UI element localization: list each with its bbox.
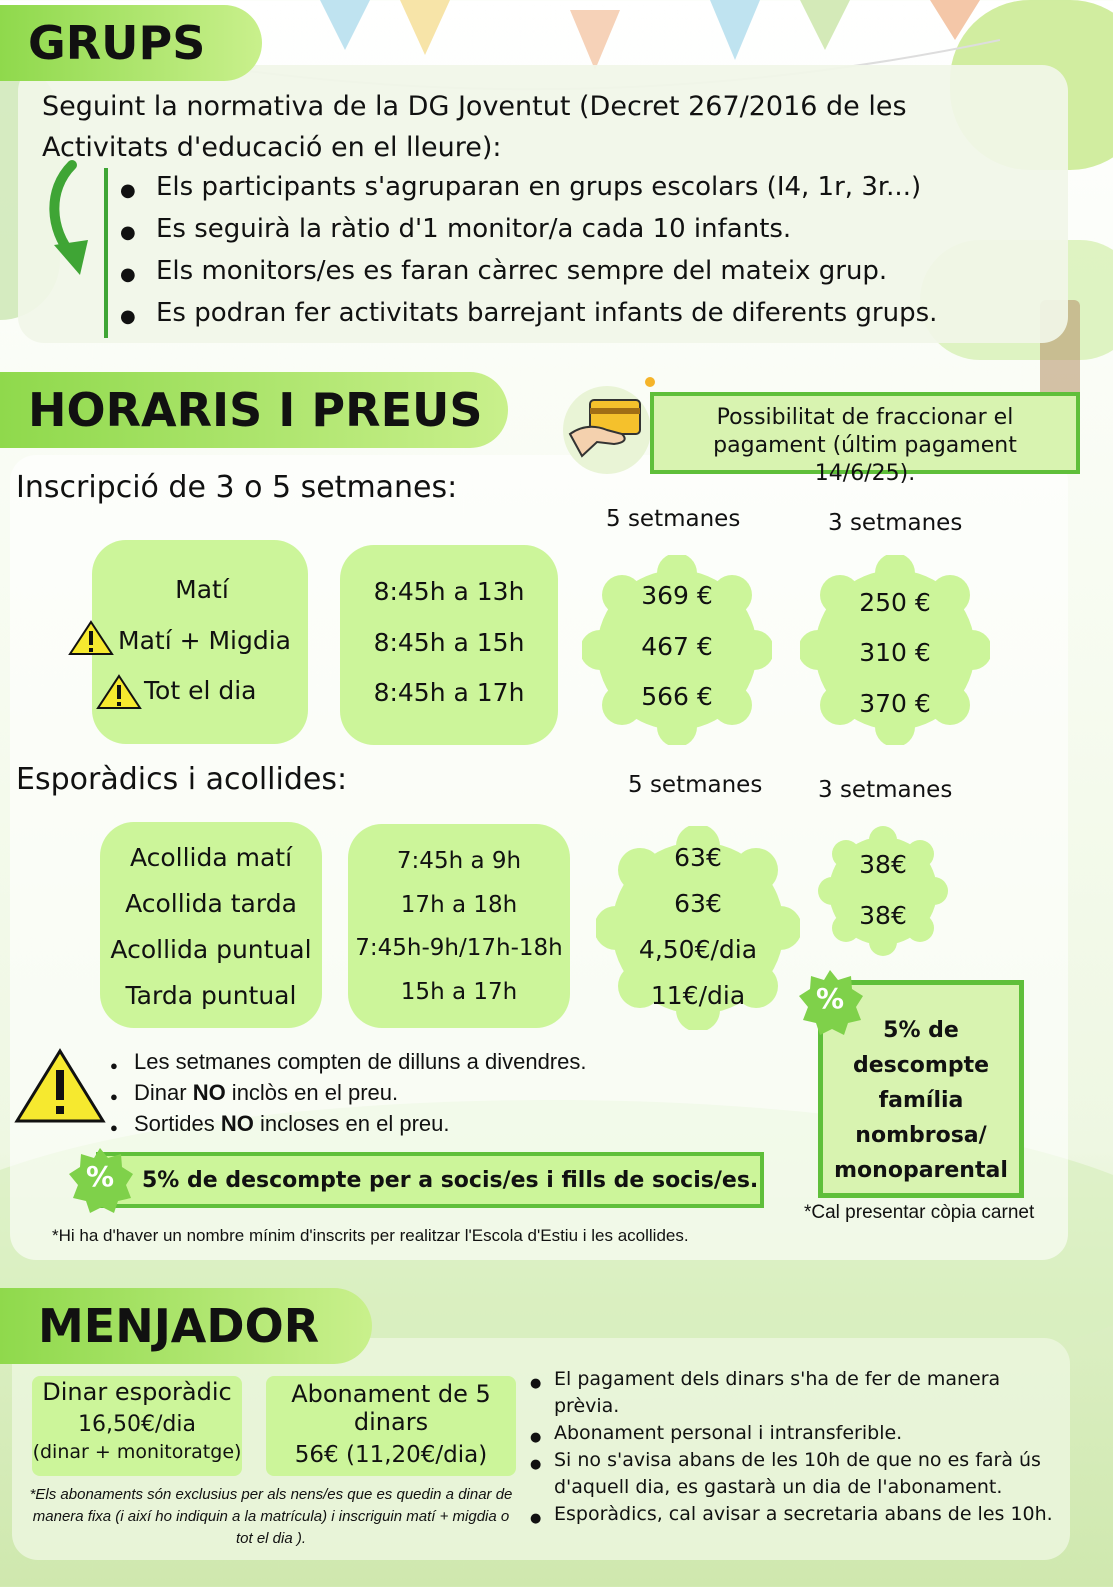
list-item: ● Si no s'avisa abans de les 10h de que no es farà ús d'aquell dia, es gastarà un dia de l'abonament. (524, 1447, 1064, 1501)
card-payment-icon (552, 372, 662, 482)
canteen-bullet-list (524, 1366, 1064, 1528)
enrollment-row-name: Tot el dia (144, 676, 257, 705)
list-item: ● El pagament dels dinars s'ha de fer de manera prèvia. (524, 1366, 1064, 1420)
percent-badge-symbol: % (815, 982, 845, 1015)
arrow-down-icon (42, 160, 100, 280)
notes-list (104, 1046, 744, 1139)
list-item: ● Abonament personal i intransferible. (524, 1420, 1064, 1447)
sporadic-price-5: 63€ (674, 843, 722, 872)
sporadic-row-hours: 7:45h-9h/17h-18h (355, 935, 563, 961)
payment-note-text: Possibilitat de fraccionar el pagament (últim pagament 14/6/25). (713, 405, 1017, 486)
sporadic-lunch-card (32, 1376, 242, 1476)
list-item: ● Sortides NO incloses en el preu. (104, 1108, 744, 1139)
member-discount-box (96, 1152, 764, 1208)
price-5-weeks: 369 € (641, 581, 713, 610)
lunch-pass-note: *Els abonaments són exclusius per als nens/es que es quedin a dinar de manera fixa (i així ho indiquin a la matrícula) i inscriguin matí + migdia o tot el dia ). (29, 1486, 513, 1547)
groups-title: GRUPS (0, 5, 262, 81)
canteen-title: MENJADOR (0, 1288, 372, 1364)
groups-intro: Seguint la normativa de la DG Joventut (Decret 267/2016 de les Activitats d'educació en el lleure): (42, 91, 907, 163)
sporadic-row-name: Tarda puntual (125, 981, 297, 1010)
sporadic-price-3: 38€ (859, 850, 907, 879)
column-header-5-weeks: 5 setmanes (606, 506, 741, 532)
enrollment-row-hours: 8:45h a 13h (373, 577, 525, 606)
sporadic-price-5: 4,50€/dia (638, 935, 758, 964)
sporadic-header-5-weeks: 5 setmanes (628, 772, 763, 798)
column-header-3-weeks: 3 setmanes (828, 510, 963, 536)
sporadic-price-3-badge (818, 826, 948, 956)
member-discount-text: 5% de descompte per a socis/es i fills de socis/es. (142, 1167, 759, 1193)
minimum-note: *Hi ha d'haver un nombre mínim d'inscrits per realitzar l'Escola d'Estiu i les acollides. (52, 1226, 689, 1245)
sporadic-price-3: 38€ (859, 901, 907, 930)
sporadic-header-3-weeks: 3 setmanes (818, 777, 953, 803)
percent-badge-symbol: % (85, 1160, 115, 1193)
groups-bullet-list (110, 166, 1010, 334)
warning-icon (68, 620, 114, 656)
enrollment-row-name: Matí (175, 575, 229, 604)
list-item: ● Els monitors/es es faran càrrec sempre del mateix grup. (110, 250, 1010, 292)
sporadic-lunch-label: Dinar esporàdic (42, 1378, 232, 1406)
sporadic-price-5: 11€/dia (650, 981, 746, 1010)
sporadic-row-name: Acollida puntual (110, 935, 312, 964)
payment-note-box (650, 392, 1080, 486)
sporadic-lunch-price: 16,50€/dia (78, 1412, 196, 1437)
lunch-pass-price: 56€ (11,20€/dia) (294, 1442, 488, 1468)
sporadic-row-hours: 7:45h a 9h (396, 848, 522, 874)
list-item: ● Els participants s'agruparan en grups escolars (I4, 1r, 3r...) (110, 166, 1010, 208)
enrollment-row-hours: 8:45h a 17h (373, 678, 525, 707)
sporadic-title: Esporàdics i acollides: (16, 762, 348, 797)
sporadic-row-name: Acollida tarda (125, 889, 297, 918)
list-item: ● Les setmanes compten de dilluns a divendres. (104, 1046, 744, 1077)
groups-divider (104, 168, 108, 338)
family-discount-text: 5% de descompte família nombrosa/ monoparental (834, 1017, 1008, 1183)
sporadic-lunch-detail: (dinar + monitoratge) (32, 1441, 242, 1463)
lunch-pass-card (266, 1376, 516, 1476)
price-5-weeks: 467 € (641, 632, 713, 661)
sporadic-price-5: 63€ (674, 889, 722, 918)
price-5-weeks: 566 € (641, 682, 713, 711)
list-item: ● Dinar NO inclòs en el preu. (104, 1077, 744, 1108)
sporadic-row-hours: 17h a 18h (400, 892, 518, 918)
enrollment-title: Inscripció de 3 o 5 setmanes: (16, 470, 458, 505)
enrollment-row-hours: 8:45h a 15h (373, 628, 525, 657)
enrollment-row-name: Matí + Migdia (118, 626, 291, 655)
carnet-note: *Cal presentar còpia carnet (804, 1202, 1035, 1223)
list-item: ● Es seguirà la ràtio d'1 monitor/a cada 10 infants. (110, 208, 1010, 250)
price-3-weeks: 370 € (859, 689, 931, 718)
big-warning-icon (14, 1048, 106, 1124)
list-item: ● Es podran fer activitats barrejant infants de diferents grups. (110, 292, 1010, 334)
warning-icon (96, 674, 142, 710)
sporadic-row-name: Acollida matí (129, 843, 293, 872)
price-3-weeks: 310 € (859, 638, 931, 667)
schedule-title: HORARIS I PREUS (0, 372, 508, 448)
list-item: ● Esporàdics, cal avisar a secretaria abans de les 10h. (524, 1501, 1064, 1528)
sporadic-row-hours: 15h a 17h (400, 979, 518, 1005)
price-3-weeks: 250 € (859, 588, 931, 617)
lunch-pass-label: Abonament de 5 dinars (291, 1380, 491, 1436)
